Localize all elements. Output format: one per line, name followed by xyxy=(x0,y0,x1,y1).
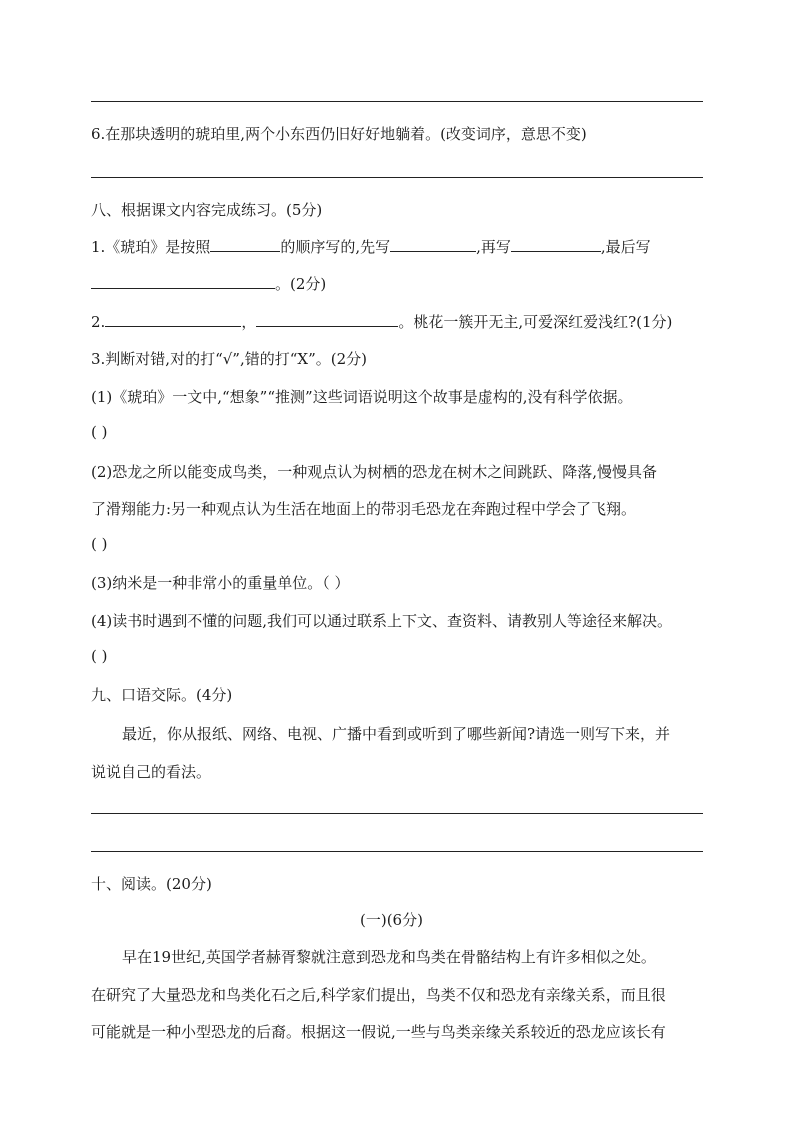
reading-paragraph-line-3: 可能就是一种小型恐龙的后裔。根据这一假说,一些与鸟类亲缘关系较近的恐龙应该长有 xyxy=(91,1023,666,1041)
q8-item-1-text-a: 1.《琥珀》是按照 xyxy=(91,238,211,256)
fill-blank[interactable] xyxy=(256,312,398,327)
answer-parentheses[interactable]: ( ) xyxy=(91,647,108,665)
section-9-prompt-line-2: 说说自己的看法。 xyxy=(91,763,212,781)
answer-line xyxy=(91,851,703,852)
judge-statement-2-line-2: 了滑翔能力:另一种观点认为生活在地面上的带羽毛恐龙在奔跑过程中学会了飞翔。 xyxy=(91,500,637,518)
q7-item-6: 6.在那块透明的琥珀里,两个小东西仍旧好好地躺着。(改变词序，意思不变) xyxy=(91,125,587,143)
q8-item-1-cont xyxy=(91,273,326,294)
section-10-heading: 十、阅读。(20分) xyxy=(91,875,212,893)
q8-item-2-text-a: 2. xyxy=(91,313,106,331)
fill-blank[interactable] xyxy=(91,274,275,289)
answer-parentheses[interactable]: ( ) xyxy=(91,423,108,441)
section-9-prompt-line-1: 最近，你从报纸、网络、电视、广播中看到或听到了哪些新闻?请选一则写下来，并 xyxy=(122,725,671,743)
answer-line xyxy=(91,813,703,814)
answer-line xyxy=(91,101,703,102)
q8-item-3-heading: 3.判断对错,对的打“√”,错的打“X”。(2分) xyxy=(91,350,368,368)
fill-blank[interactable] xyxy=(390,237,476,252)
judge-statement-1: (1)《琥珀》一文中,“想象”“推测”这些词语说明这个故事是虚构的,没有科学依据。 xyxy=(91,388,633,406)
judge-statement-4: (4)读书时遇到不懂的问题,我们可以通过联系上下文、查资料、请教别人等途径来解决。 xyxy=(91,612,673,630)
judge-statement-3: (3)纳米是一种非常小的重量单位。（ ） xyxy=(91,574,350,592)
q8-item-2 xyxy=(91,311,672,332)
fill-blank[interactable] xyxy=(511,237,601,252)
q8-item-2-text-b: ， xyxy=(241,313,257,331)
q8-item-2-text-c: 。桃花一簇开无主,可爱深红爱浅红?(1分) xyxy=(398,313,673,331)
fill-blank[interactable] xyxy=(210,237,280,252)
section-9-heading: 九、口语交际。(4分) xyxy=(91,686,233,704)
q8-item-1-text-b: 的顺序写的,先写 xyxy=(280,238,391,256)
answer-line xyxy=(91,177,703,178)
answer-parentheses[interactable]: ( ) xyxy=(91,535,108,553)
reading-paragraph-line-1: 早在19世纪,英国学者赫胥黎就注意到恐龙和鸟类在骨骼结构上有许多相似之处。 xyxy=(122,948,656,966)
reading-paragraph-line-2: 在研究了大量恐龙和鸟类化石之后,科学家们提出，鸟类不仅和恐龙有亲缘关系，而且很 xyxy=(91,986,666,1004)
section-8-heading: 八、根据课文内容完成练习。(5分) xyxy=(91,201,323,219)
fill-blank[interactable] xyxy=(105,312,241,327)
reading-part-1-heading: (一)(6分) xyxy=(360,911,423,929)
q8-item-1 xyxy=(91,236,651,257)
q8-item-1-text-d: ,最后写 xyxy=(600,238,651,256)
judge-statement-2-line-1: (2)恐龙之所以能变成鸟类，一种观点认为树栖的恐龙在树木之间跳跃、降落,慢慢具备 xyxy=(91,463,658,481)
q8-item-1-text-e: 。(2分) xyxy=(275,275,327,293)
q8-item-1-text-c: ,再写 xyxy=(476,238,511,256)
